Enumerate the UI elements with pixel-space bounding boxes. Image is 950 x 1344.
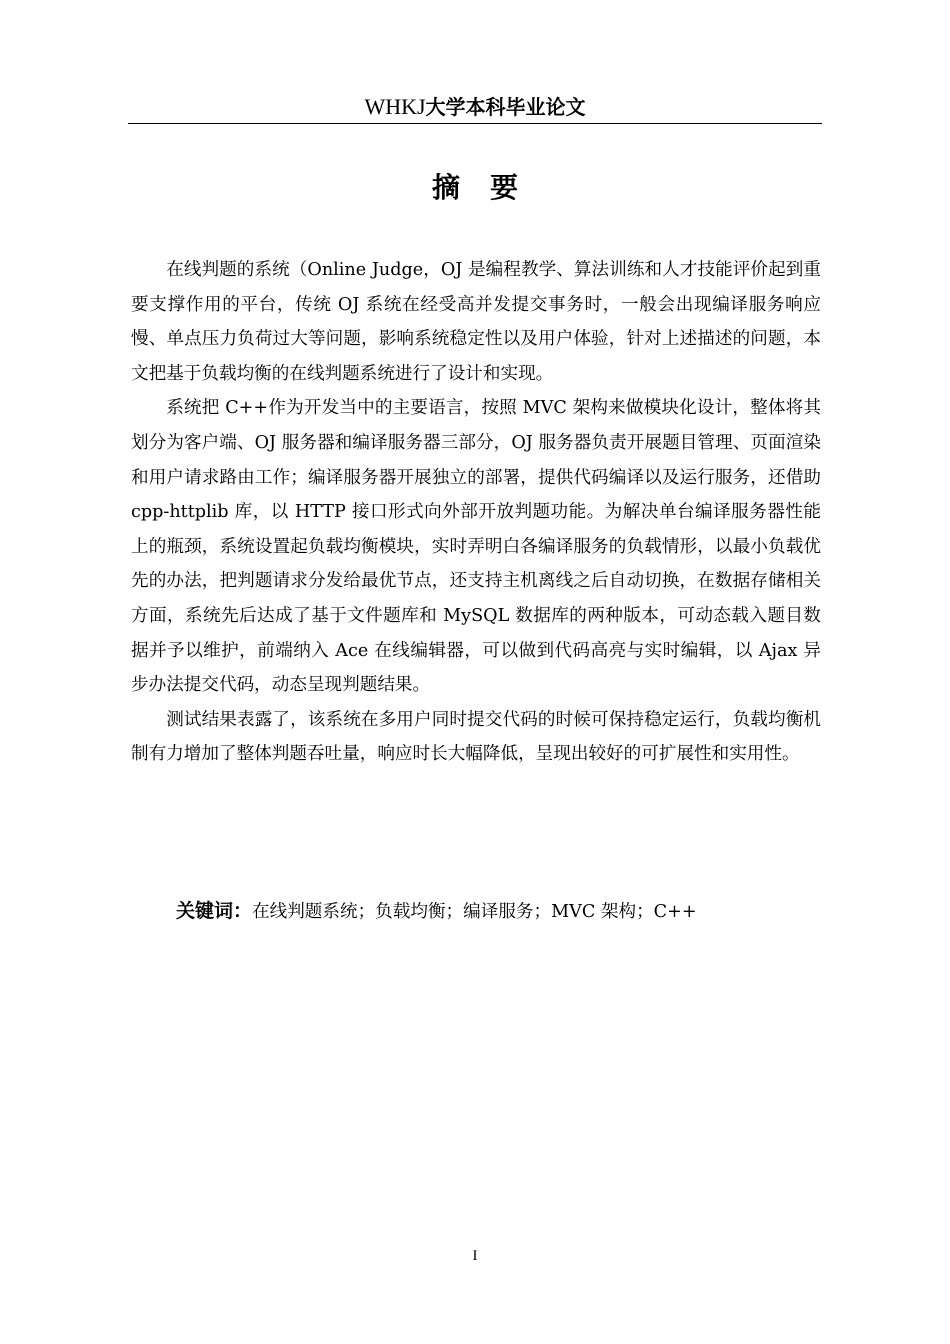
keywords-text: 在线判题系统；负载均衡；编译服务；MVC 架构；C++: [252, 902, 697, 922]
abstract-paragraph-1: 在线判题的系统（Online Judge，OJ 是编程教学、算法训练和人才技能评价起到重要支撑作用的平台，传统 OJ 系统在经受高并发提交事务时，一般会出现编译服务响应慢、单点压力负荷过大等问题，影响系统稳定性以及用户体验，针对上述描述的问题，本文把基于负载均衡的在线判题系统进行了设计和实现。: [131, 260, 821, 384]
keywords-line: [176, 897, 816, 926]
abstract-paragraph-2: 系统把 C++作为开发当中的主要语言，按照 MVC 架构来做模块化设计，整体将其划分为客户端、OJ 服务器和编译服务器三部分，OJ 服务器负责开展题目管理、页面渲染和用户请求路由工作；编译服务器开展独立的部署，提供代码编译以及运行服务，还借助 cpp-httplib 库，以 HTTP 接口形式向外部开放判题功能。为解决单台编译服务器性能上的瓶颈，系统设置起负载均衡模块，实时弄明白各编译服务的负载情形，以最小负载优先的办法，把判题请求分发给最优节点，还支持主机离线之后自动切换，在数据存储相关方面，系统先后达成了基于文件题库和 MySQL 数据库的两种版本，可动态载入题目数据并予以维护，前端纳入 Ace 在线编辑器，可以做到代码高亮与实时编辑，以 Ajax 异步办法提交代码，动态呈现判题结果。: [131, 398, 821, 696]
header-rule: [128, 123, 822, 124]
header-thesis-label: 大学本科毕业论文: [425, 95, 586, 119]
page-title: 摘要: [431, 171, 548, 204]
header-school-code: WHKJ: [364, 94, 426, 119]
page-number: I: [472, 1248, 478, 1264]
running-header: [128, 94, 822, 120]
abstract-paragraph-3: 测试结果表露了，该系统在多用户同时提交代码的时候可保持稳定运行，负载均衡机制有力增加了整体判题吞吐量，响应时长大幅降低，呈现出较好的可扩展性和实用性。: [131, 709, 821, 765]
keywords-label: 关键词：: [176, 900, 253, 922]
abstract-body: [131, 253, 821, 772]
